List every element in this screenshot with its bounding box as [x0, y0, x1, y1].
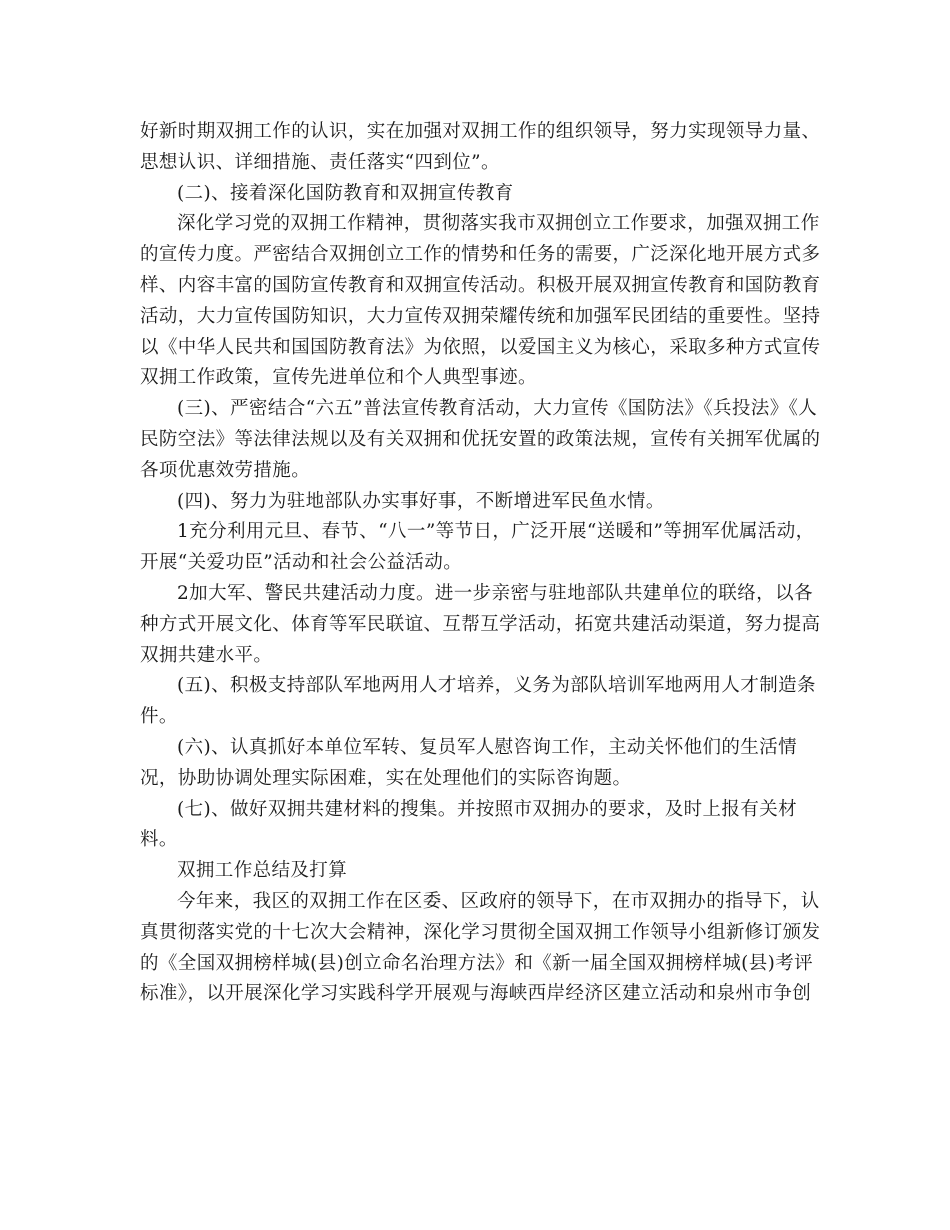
paragraph-propaganda: 深化学习党的双拥工作精神，贯彻落实我市双拥创立工作要求，加强双拥工作的宣传力度。严密结合双拥创立工作的情势和任务的需要，广泛深化地开展方式多样、内容丰富的国防宣传教育和双拥宣传活动。积极开展双拥宣传教育和国防教育活动，大力宣传国防知识，大力宣传双拥荣耀传统和加强军民团结的重要性。坚持以《中华人民共和国国防教育法》为依照，以爱国主义为核心，采取多种方式宣传双拥工作政策，宣传先进单位和个人典型事迹。	[140, 213, 821, 389]
document-subtitle: 双拥工作总结及打算	[177, 860, 348, 882]
section-heading-3: (三)、严密结合“六五”普法宣传教育活动，大力宣传《国防法》《兵投法》《人民防空法》等法律法规以及有关双拥和优抚安置的政策法规，宣传有关拥军优属的各项优惠效劳措施。	[140, 398, 821, 481]
paragraph-continuation: 好新时期双拥工作的认识，实在加强对双拥工作的组织领导，努力实现领导力量、思想认识、详细措施、责任落实“四到位”。	[140, 121, 821, 173]
section-heading-2: (二)、接着深化国防教育和双拥宣传教育	[177, 182, 514, 204]
section-heading-7: (七)、做好双拥共建材料的搜集。并按照市双拥办的要求，及时上报有关材料。	[140, 798, 798, 851]
list-item-1: 1充分利用元旦、春节、“八一”等节日，广泛开展“送暖和”等拥军优属活动，开展“关爱功臣”活动和社会公益活动。	[140, 521, 815, 574]
section-heading-6: (六)、认真抓好本单位军转、复员军人慰咨询工作，主动关怀他们的生活情况，协助协调处理实际困难，实在处理他们的实际咨询题。	[140, 736, 798, 789]
section-heading-5: (五)、积极支持部队军地两用人才培养，义务为部队培训军地两用人才制造条件。	[140, 675, 816, 728]
document-body	[140, 117, 830, 1010]
section-heading-4: (四)、努力为驻地部队办实事好事，不断增进军民鱼水情。	[177, 490, 665, 512]
list-item-2: 2加大军、警民共建活动力度。进一步亲密与驻地部队共建单位的联络，以各种方式开展文化、体育等军民联谊、互帮互学活动，拓宽共建活动渠道，努力提高双拥共建水平。	[140, 582, 821, 666]
paragraph-summary: 今年来，我区的双拥工作在区委、区政府的领导下，在市双拥办的指导下，认真贯彻落实党的十七次大会精神，深化学习贯彻全国双拥工作领导小组新修订颁发的《全国双拥榜样城(县)创立命名治理方法》和《新一届全国双拥榜样城(县)考评标准》，以开展深化学习实践科学开展观与海峡西岸经济区建立活动和泉州市争创	[140, 890, 821, 1005]
